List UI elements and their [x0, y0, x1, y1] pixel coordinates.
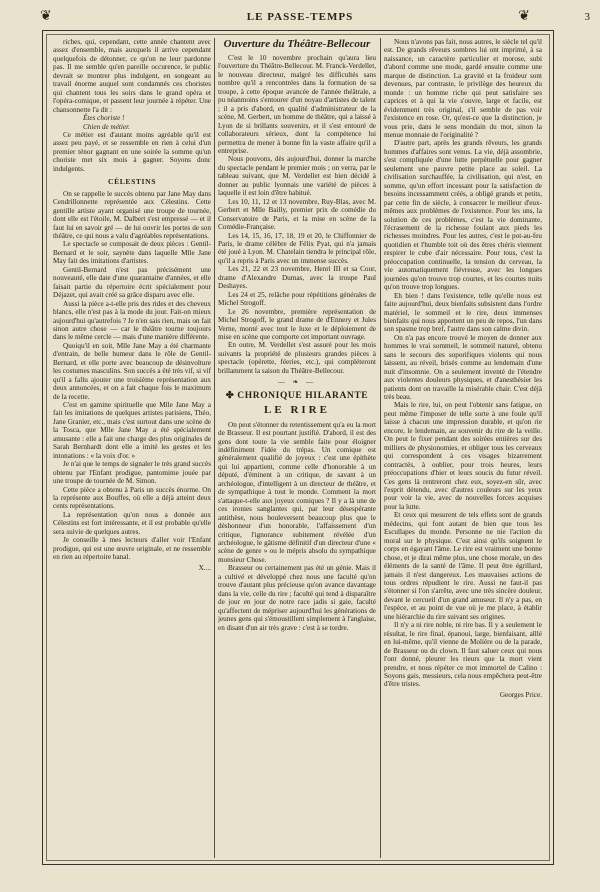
- signature: Georges Price.: [499, 690, 542, 699]
- paragraph: Cette pièce a obtenu à Paris un succès énorme. On la représente aux Bouffes, où elle a déjà atteint deux cents représentations.: [53, 485, 211, 511]
- column-3: [384, 38, 542, 858]
- paragraph: riches, qui, cependant, cette année chantent avec assez d'ensemble, mais auxquels il arrive cependant quelquefois de détonner, ce qu'on ne leur pardonne pas. Il me semble qu'en pareille occurence, le public devrait se montrer plus indulgent, en songeant au travail énorme auquel sont condamnés ces choristes qui chantent tous les soirs dans le grand opéra et l'opéra-comique, et passent leur journée à répéter. Une chansonnette l'a dit :: [53, 38, 211, 114]
- signature: X....: [198, 563, 211, 572]
- paragraph: Quoiqu'il en soit, Mlle Jane May a été charmante d'entrain, de belle humeur dans le rôle de Gentil-Bernard, et elle porte avec beaucoup de désinvolture les costumes masculins. Son succès a été très vif, si vif qu'il a fallu ajouter une troisième représentation aux deux annoncées, et on a fait chaque fois le maximum de la recette.: [53, 341, 211, 401]
- page-number: 3: [584, 11, 590, 23]
- paragraph: Le spectacle se composait de deux pièces : Gentil-Bernard et le soir, saynète dans laquelle Mlle Jane May fait des imitations d'artistes.: [53, 240, 211, 266]
- column-rule-2: [380, 38, 381, 858]
- paragraph: Les 21, 22 et 23 novembre, Henri III et sa Cour, drame d'Alexandre Dumas, avec la troupe Paul Deshayes.: [218, 265, 376, 291]
- verse-line: Êtes choriste !: [83, 114, 125, 123]
- column-rule-1: [214, 38, 215, 858]
- paragraph: On n'a pas encore trouvé le moyen de donner aux hommes le vrai sommeil, le sommeil naturel, obtenu sans le secours des soporifiques violents qui nous laissent, au réveil, brisés comme au lendemain d'une nuit d'insomnie. On a seulement inventé de l'étendre aux violentes douleurs physiques, et d'anesthésier les patients dont on travaille la misérable chair. C'est déjà très beau.: [384, 333, 542, 402]
- paragraph: Je n'ai que le temps de signaler le très grand succès obtenu par l'Enfant prodigue, pantomime jouée par une troupe de tournée de M. Simon.: [53, 460, 211, 486]
- paragraph: Il n'y a ni rire noble, ni rire bas. Il y a seulement le résultat, le rire final, épanoui, large, bienfaisant, alllé en lui-même, qu'il vienne de Molière ou de la parade, de Brasseur ou du clown. Il faut saluer ceux qui nous l'ont donné, pleurer les rieurs que la mort vient prendre, et nous répéter ce mot immortel de Calino : Soyons gais, messieurs, cela nous empêchera peut-être d'être tristes.: [384, 621, 542, 689]
- paragraph: Eh bien ! dans l'existence, telle qu'elle nous est faite aujourd'hui, deux bienfaits subsistent dans l'ordre matériel, le sommeil et le rire, deux immenses bienfaits qui nous apportent un peu de repos, l'un dans son spasme trop bref, l'autre dans son calme divin.: [384, 291, 542, 334]
- header-ornament-right: ❦: [518, 8, 530, 24]
- paragraph: Je conseille à mes lecteurs d'aller voir l'Enfant prodigue, qui est une œuvre originale, et ne ressemble en rien au répertoire banal.: [53, 536, 211, 562]
- column-2: [218, 38, 376, 858]
- paragraph: Gentil-Bernard n'est pas précisément une nouveauté, elle date d'une quarantaine d'années, et elle faisait partie du répertoire écrit spécialement pour Déjazet, qui avait créé sa grâce disparu avec elle.: [53, 265, 211, 300]
- paragraph: Le 26 novembre, première représentation de Michel Strogoff, le grand drame de d'Ennery et Jules Verne, monté avec tout le luxe et le déploiement de mise en scène que comporte cet important ouvrage.: [218, 307, 376, 341]
- paragraph: En outre, M. Verdellet s'est assuré pour les mois suivants la propriété de plusieurs grandes pièces à spectacle (opérette, féeries, etc.), qui compléteront brillamment la saison du Théâtre-Bellecour.: [218, 341, 376, 375]
- paragraph: C'est en gamine spirituelle que Mlle Jane May a fait les imitations de quelques artistes parisiens, Théo, Jane Granier, etc., mais c'est surtout dans une scène de la Tosca, que Mlle Jane May a été spécialement amusante : elle a fait une charge des plus originales de Sarah Bernhardt dont elle a imité les gestes et les intonations : « la voix d'or. »: [53, 401, 211, 460]
- article-title-bellecour: Ouverture du Théâtre-Bellecour: [223, 38, 371, 50]
- paragraph: On se rappelle le succès obtenu par Jane May dans Cendrillonnette représentée aux Célestins. Cette gentille artiste ayant organisé une troupe de tournée, dont elle est l'étoile, M. Dalbert s'est empressé — et il faut lui en savoir gré — de lui ouvrir les portes de son théâtre, ce qui nous a valu d'agréables représentations.: [53, 189, 211, 240]
- paragraph: Nous n'avons pas fait, nous autres, le siècle tel qu'il est. De grands rêveurs sombres lui ont imprimé, à sa naissance, un caractère particulier et morose, subi d'abord comme une mode, gardé ensuite comme une marque de distinction. La gravité et la froideur sont devenues, par contraste, le privilège des heureux du monde : un homme riche qui peut satisfaire ses caprices et à qui la vie s'ouvre, large et facile, est évidemment très original, s'il semble de pas voir l'existence en rose. Or, qu'est-ce que la distinction, je vous prie, dans le sens mondain du mot, sinon la menue monnaie de l'originalité ?: [384, 38, 542, 139]
- verse-line: Chien de métier.: [83, 122, 130, 131]
- paragraph: Et ceux qui mesurent de tels effets sont de grands médecins, qui font autant de bien que tous les Escullapes du monde. Personne ne nie l'action du moral sur le physique. C'est ainsi qu'ils soignent le corps en égayant l'âme. Le rire est vraiment une bonne chose, et je dirai même plus, une chose morale, un des éléments de la santé de l'âme. Il peut être égrillard, jamais il n'est dangereux. Les mauvaises actions de tous ordres répudient le rire. Aussi ne faut-il pas s'étonner si l'on s'arrête, avec une très sincère douleur, devant le cercueil d'un grand amuseur. Il n'y a pas, en l'espèce, et au point de vue où je me place, à établir une hiérarchie du rire suivant ses origines.: [384, 511, 542, 621]
- section-heading-celestins: CÉLESTINS: [107, 177, 157, 187]
- paragraph: Nous pouvons, dès aujourd'hui, donner la marche du spectacle pendant le premier mois ; on verra, par le tableau suivant, que M. Verdellet est bien décidé à donner au public lyonnais une variété de pièces à laquelle il est loin d'être habitué.: [218, 155, 376, 198]
- paragraph: C'est le 10 novembre prochain qu'aura lieu l'ouverture du Théâtre-Bellecour. M. Franck-Verdellet, le nouveau directeur, malgré les difficultés sans nombre qu'il a rencontrées dans la formation de sa troupe, à cette époque avancée de l'année théâtrale, a pu néanmoins s'entourer d'un noyau d'artistes de talent ; il a pris d'abord, en qualité d'administrateur de la scène, M. Gerbert, un homme de théâtre, qui a laissé à Lyon de si brillants souvenirs, et il s'est entouré de collaborateurs sérieux, dont la compétence lui permettra de mener à bonne fin la vaste affaire qu'il a entreprise.: [218, 54, 376, 155]
- paragraph: Les 24 et 25, relâche pour répétitions générales de Michel Strogoff.: [218, 290, 376, 308]
- paragraph: Brasseur ou certainement pas été un génie. Mais il a cultivé et développé chez nous une faculté qu'on trouve d'autant plus précieuse qu'on avance davantage dans la vie, celle du rire ; faculté qui tend à disparaître de jour en jour de notre race jadis si gaie, faculté qu'affectent de mépriser aujourd'hui les générations de jeunes gens qui s'émoustillent simplement à l'anglaise, en disant d'un air très grave : c'est à se tordre.: [218, 564, 376, 632]
- paragraph: Les 14, 15, 16, 17, 18, 19 et 20, le Chiffonnier de Paris, le drame célèbre de Félix Pyat, qui n'a jamais été joué à Lyon. M. Chatelain tiendra le principal rôle, qu'il a repris à Paris avec un immense succès.: [218, 231, 376, 265]
- header-title: LE PASSE-TEMPS: [246, 11, 354, 23]
- header-ornament-left: ❦: [40, 8, 52, 24]
- section-heading-le-rire: LE RIRE: [264, 403, 330, 416]
- column-1: [53, 38, 211, 858]
- paragraph: Ce métier est d'autant moins agréable qu'il est assez peu payé, et se ressemble en rien à celui d'un premier ténor gagnant en une soirée la somme qu'un choriste met six mois à gagner. Soyons donc indulgents.: [53, 130, 211, 173]
- running-head: [0, 8, 600, 30]
- divider-ornament: — ❧ —: [277, 378, 317, 387]
- paragraph: D'autre part, après les grands rêveurs, les grands hommes d'affaires sont venus. La vie, déjà assombrie, s'est compliquée d'une lutte perpétuelle pour gagner seulement une pauvre petite place au soleil. La civilisation surchauffée, la civilisation, qui n'est, en somme, qu'un effort incessant pour la satisfaction de besoins incessamment créés, a obligé grands et petits, par cette fin de siècle, à consacrer le meilleur d'eux-mêmes aux problèmes de l'existence. Pour les uns, la solution de ces problèmes, c'est la vie dominante, l'écrasement de la richesse foulant aux pieds les richesses moindres. Pour les autres, c'est le pot-au-feu quotidien et l'humble toit où des êtres chéris viennent respirer le cube d'air nécessaire. Pour tous, c'est la préoccupation continuelle, la tension du cerveau, la vie automatiquement fiévreuse, avec les longues journées qu'on trouve trop courtes, et les courtes nuits qu'on trouve trop longues.: [384, 139, 542, 292]
- paragraph: Mais le rire, lui, on peut l'obtenir sans fatigue, on peut même l'imposer de telle sorte à une foule qu'il laisse à chacun une impression durable, et qu'on rie encore, le lendemain, au souvenir du rire de la veille. On peut le fixer pendant des soirées entières sur des milliers de physionomies, et obliger tous les cerveaux qui correspondent à ces visages bizarrement contractés, à oublier, pour trois heures, leurs préoccupations d'hier et leurs soucis du futur réveil. Ces gens là rentreront chez eux, soyez-en sûr, avec l'esprit détendu, avec d'autres couleurs sur les yeux pour voir la vie, avec de nouvelles forces acquises pour la lutte.: [384, 401, 542, 511]
- paragraph: Aussi la pièce a-t-elle pris des rides et des cheveux blancs, elle n'est pas à la mode du jour. Fait-on mieux aujourd'hui qu'autrefois ? Je n'en sais rien, mais on fait sinon autre chose — car le théâtre tourne toujours dans le même cercle — mais d'une manière différente.: [53, 299, 211, 342]
- paragraph: On peut s'étonner du retentissement qu'a eu la mort de Brasseur. Il est pourtant justifié. D'abord, il est des gens dont toute la vie semble faite pour éloigner indéfiniment l'idée du trépas. Un comique est généralement qualifié de joyeux : c'est une épithète qui lui appartient, comme celle d'honorable à un député, d'éminent à un critique, de savant à un archéologue, d'intelligent à un directeur de théâtre, et de sympathique à tout le monde. Comment la mort s'attaque-t-elle aux joyeux comiques ? Il y a là une de ces ironies sanglantes qui, par leur désespérante antithèse, nous bouleversent beaucoup plus que le déshonneur d'un honorable, l'affaissement d'un critique, l'ignorance subitement révélée d'un archéologue, le gâtisme définitif d'un directeur d'une « scène de genre » ou le mépris absolu du sympathique monsieur Chose.: [218, 420, 376, 564]
- section-heading-chronique: ✤ CHRONIQUE HILARANTE: [225, 390, 369, 401]
- paragraph: Les 10, 11, 12 et 13 novembre, Ruy-Blas, avec M. Gerbert et Mlle Bailly, premier prix de comédie du Conservatoire de Paris, et la mise en scène de la Comédie-Française.: [218, 197, 376, 232]
- paragraph: La représentation qu'on nous a donnée aux Célestins est fort intéressante, et il est probable qu'elle sera suivie de quelques autres.: [53, 510, 211, 536]
